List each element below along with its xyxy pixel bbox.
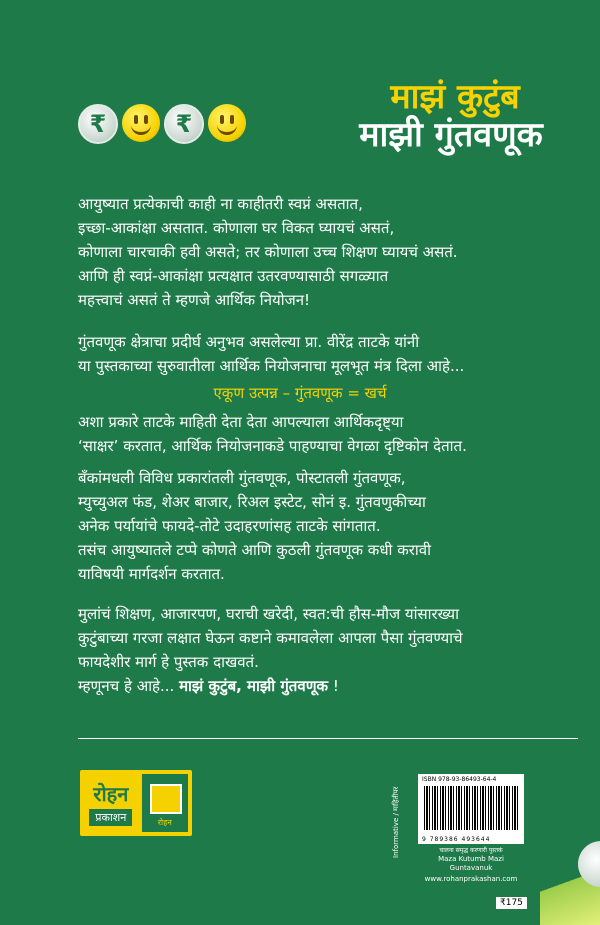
blurb-line: ‘साक्षर’ करतात, आर्थिक नियोजनाकडे पाहण्याचा वेगळा दृष्टिकोन देतात. <box>78 437 467 455</box>
rupee-coin-icon: ₹ <box>78 104 118 144</box>
closing-line <box>78 674 578 698</box>
blurb-paragraph-5 <box>78 602 578 698</box>
title-icons <box>78 104 246 144</box>
blurb-paragraph-2 <box>78 330 578 378</box>
blurb-line: बँकांमधली विविध प्रकारांतली गुंतवणूक, पोस्टातली गुंतवणूक, <box>78 469 406 487</box>
closing-title: माझं कुटुंब, माझी गुंतवणूक <box>179 677 329 695</box>
barcode-bars <box>424 786 518 830</box>
publisher-logo <box>80 770 192 836</box>
blurb-paragraph-4 <box>78 466 578 586</box>
back-info <box>418 846 524 884</box>
barcode-number: 9 789386 493644 <box>422 836 491 843</box>
book-icon <box>150 784 182 814</box>
blurb-line: अनेक पर्यायांचे फायदे-तोटे उदाहरणांसह ताटके सांगतात. <box>78 517 381 535</box>
tagline: चालना समृद्ध करणारी पुस्तकं <box>439 847 503 854</box>
publisher-mark-label: रोहन <box>157 818 172 827</box>
website-link[interactable]: www.rohanprakashan.com <box>424 875 518 883</box>
blurb-line: या पुस्तकाच्या सुरुवातीला आर्थिक नियोजनाचा मूलभूत मंत्र दिला आहे... <box>78 357 465 375</box>
blurb-line: याविषयी मार्गदर्शन करतात. <box>78 565 225 583</box>
isbn-label: ISBN 978-93-86493-64-4 <box>422 776 497 783</box>
publisher-name: रोहन <box>93 782 129 806</box>
blurb-paragraph-3 <box>78 410 578 458</box>
closing-prefix: म्हणूनच हे आहे... <box>78 677 175 695</box>
title-line-2: माझी गुंतवणूक <box>359 115 543 155</box>
blurb-line: कोणाला चारचाकी हवी असते; तर कोणाला उच्च शिक्षण घ्यायचं असतं. <box>78 243 458 261</box>
blurb-line: मुलांचं शिक्षण, आजारपण, घराची खरेदी, स्वत:ची हौस-मौज यांसारख्या <box>78 605 459 623</box>
blurb-line: तसंच आयुष्यातले टप्पे कोणते आणि कुठली गुंतवणूक कधी करावी <box>78 541 431 559</box>
blurb-line: म्युच्युअल फंड, शेअर बाजार, रिअल इस्टेट, सोनं इ. गुंतवणुकीच्या <box>78 493 426 511</box>
divider <box>78 738 578 739</box>
publisher-label: प्रकाशन <box>89 809 132 826</box>
smiley-icon <box>208 104 246 142</box>
blurb-line: कुटुंबाच्या गरजा लक्षात घेऊन कष्टाने कमावलेला आपला पैसा गुंतवण्याचे <box>78 629 463 647</box>
blurb-line: अशा प्रकारे ताटके माहिती देता देता आपल्याला आर्थिकदृष्ट्या <box>78 413 404 431</box>
blurb-line: आयुष्यात प्रत्येकाची काही ना काहीतरी स्वप्नं असतात, <box>78 195 363 213</box>
blurb-line: गुंतवणूक क्षेत्राचा प्रदीर्घ अनुभव असलेल्या प्रा. वीरेंद्र ताटके यांनी <box>78 333 420 351</box>
publisher-mark <box>142 774 188 832</box>
title-line-1: माझं कुटुंब <box>390 77 520 117</box>
blurb-line: इच्छा-आकांक्षा असतात. कोणाला घर विकत घ्यायचं असतं, <box>78 219 395 237</box>
closing-suffix: ! <box>332 677 339 695</box>
blurb-line: महत्त्वाचं असतं ते म्हणजे आर्थिक नियोजन! <box>78 291 311 309</box>
price-tag: ₹175 <box>496 897 527 909</box>
rupee-coin-icon: ₹ <box>164 104 204 144</box>
transliterated-title: Maza Kutumb Mazi Guntavanuk <box>438 855 504 872</box>
category-label: Informative / माहितीपर <box>392 786 400 858</box>
formula: एकूण उत्पन्न – गुंतवणूक = खर्च <box>213 384 387 402</box>
smiley-icon <box>122 104 160 142</box>
blurb-line: आणि ही स्वप्नं-आकांक्षा प्रत्यक्षात उतरवण्यासाठी सगळ्यात <box>78 267 389 285</box>
blurb-line: फायदेशीर मार्ग हे पुस्तक दाखवतं. <box>78 653 259 671</box>
blurb-paragraph-1 <box>78 192 578 312</box>
barcode <box>418 774 524 844</box>
